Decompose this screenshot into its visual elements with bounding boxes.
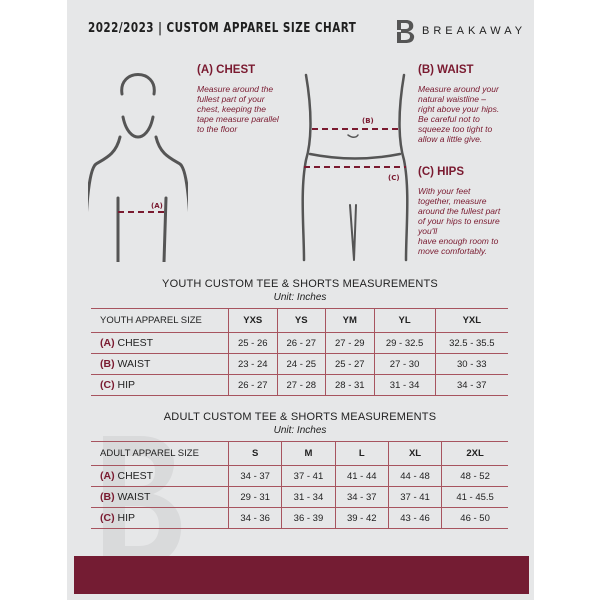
- upper-body-figure: [88, 62, 188, 262]
- youth-size-table: [91, 308, 508, 396]
- cell: 29 - 31: [229, 487, 282, 508]
- waist-heading: (B) WAIST: [418, 64, 474, 76]
- cell: 29 - 32.5: [374, 333, 435, 354]
- cell: 39 - 42: [335, 508, 388, 529]
- cell: 43 - 46: [388, 508, 441, 529]
- cell: 25 - 26: [229, 333, 278, 354]
- size-header: YL: [374, 309, 435, 333]
- table-row: [91, 487, 508, 508]
- page-title: 2022/2023 | CUSTOM APPAREL SIZE CHART: [88, 21, 357, 36]
- table-row: [91, 466, 508, 487]
- chest-heading: (A) CHEST: [197, 64, 256, 76]
- cell: 46 - 50: [442, 508, 508, 529]
- hips-description: With your feet together, measure around the fullest part of your hips to ensure you'll have enough room to move comfortably.: [418, 186, 501, 256]
- size-header: YXL: [435, 309, 508, 333]
- adult-size-table: [91, 441, 508, 529]
- table-header-row: [91, 442, 508, 466]
- cell: 32.5 - 35.5: [435, 333, 508, 354]
- cell: 34 - 37: [229, 466, 282, 487]
- cell: 44 - 48: [388, 466, 441, 487]
- cell: 41 - 44: [335, 466, 388, 487]
- row-label: (A) CHEST: [91, 466, 229, 487]
- cell: 34 - 37: [435, 375, 508, 396]
- cell: 37 - 41: [388, 487, 441, 508]
- size-label: YOUTH APPAREL SIZE: [91, 309, 229, 333]
- size-header: M: [282, 442, 335, 466]
- cell: 27 - 29: [326, 333, 375, 354]
- table-header-row: [91, 309, 508, 333]
- size-header: YM: [326, 309, 375, 333]
- youth-unit: Unit: Inches: [273, 292, 327, 303]
- cell: 23 - 24: [229, 354, 278, 375]
- footer-band: [74, 556, 529, 594]
- cell: 27 - 30: [374, 354, 435, 375]
- youth-table-title: YOUTH CUSTOM TEE & SHORTS MEASUREMENTS: [162, 278, 438, 290]
- cell: 48 - 52: [442, 466, 508, 487]
- row-label: (B) WAIST: [91, 354, 229, 375]
- size-header: YXS: [229, 309, 278, 333]
- cell: 28 - 31: [326, 375, 375, 396]
- cell: 37 - 41: [282, 466, 335, 487]
- chest-description: Measure around the fullest part of your chest, keeping the tape measure parallel to the floor: [197, 84, 279, 134]
- waist-description: Measure around your natural waistline – right above your hips. Be careful not to squeeze too tight to allow a little give.: [418, 84, 500, 144]
- adult-unit: Unit: Inches: [273, 425, 327, 436]
- cell: 31 - 34: [374, 375, 435, 396]
- table-row: [91, 333, 508, 354]
- table-row: [91, 375, 508, 396]
- cell: 34 - 37: [335, 487, 388, 508]
- waist-marker: (B): [362, 117, 374, 125]
- row-label: (B) WAIST: [91, 487, 229, 508]
- row-label: (C) HIP: [91, 508, 229, 529]
- cell: 26 - 27: [229, 375, 278, 396]
- table-row: [91, 354, 508, 375]
- cell: 41 - 45.5: [442, 487, 508, 508]
- cell: 31 - 34: [282, 487, 335, 508]
- table-row: [91, 508, 508, 529]
- row-label: (A) CHEST: [91, 333, 229, 354]
- cell: 24 - 25: [277, 354, 326, 375]
- brand-logo: [392, 18, 526, 44]
- logo-mark-icon: [392, 18, 416, 44]
- hips-marker: (C): [388, 174, 400, 182]
- cell: 36 - 39: [282, 508, 335, 529]
- cell: 30 - 33: [435, 354, 508, 375]
- cell: 26 - 27: [277, 333, 326, 354]
- size-header: XL: [388, 442, 441, 466]
- cell: 34 - 36: [229, 508, 282, 529]
- cell: 25 - 27: [326, 354, 375, 375]
- size-header: YS: [277, 309, 326, 333]
- cell: 27 - 28: [277, 375, 326, 396]
- brand-name: BREAKAWAY: [422, 25, 527, 37]
- adult-table-title: ADULT CUSTOM TEE & SHORTS MEASUREMENTS: [163, 411, 437, 423]
- chest-marker: (A): [151, 202, 163, 210]
- lower-body-figure: [300, 70, 410, 265]
- size-header: 2XL: [442, 442, 508, 466]
- row-label: (C) HIP: [91, 375, 229, 396]
- size-header: S: [229, 442, 282, 466]
- size-header: L: [335, 442, 388, 466]
- size-label: ADULT APPAREL SIZE: [91, 442, 229, 466]
- hips-heading: (C) HIPS: [418, 166, 464, 178]
